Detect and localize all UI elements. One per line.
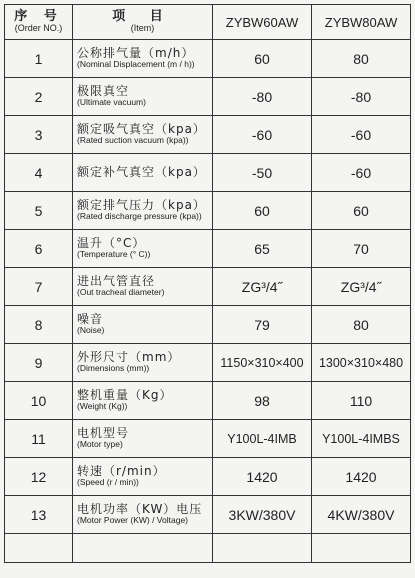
row-item-en: (Nominal Displacement (m / h))	[77, 59, 195, 70]
row-item-zh: 额定吸气真空（kpa）	[77, 122, 206, 137]
table-row	[5, 40, 411, 78]
row-item	[73, 496, 213, 534]
table-row	[5, 344, 411, 382]
row-value-model-1: 65	[213, 230, 312, 268]
row-value-model-1: Y100L-4IMB	[213, 420, 312, 458]
row-item-zh: 公称排气量（m/h）	[77, 46, 195, 61]
row-item-zh: 温升（°C）	[77, 236, 146, 251]
row-item	[73, 382, 213, 420]
row-order-no: 8	[5, 306, 73, 344]
row-item	[73, 344, 213, 382]
row-item-zh: 极限真空	[77, 84, 130, 99]
row-item-zh: 噪音	[77, 312, 104, 327]
row-value-model-1: -60	[213, 116, 312, 154]
row-value-model-2: 110	[312, 382, 411, 420]
empty-cell	[213, 534, 312, 563]
empty-cell	[73, 534, 213, 563]
row-order-no: 12	[5, 458, 73, 496]
spec-table	[4, 4, 411, 563]
table-row	[5, 154, 411, 192]
table-row	[5, 78, 411, 116]
row-item	[73, 154, 213, 192]
row-item-en: (Motor type)	[77, 439, 123, 450]
table-row	[5, 116, 411, 154]
header-item-en: (Item)	[130, 23, 155, 34]
row-order-no: 1	[5, 40, 73, 78]
table-row	[5, 306, 411, 344]
row-item-en: (Rated suction vacuum (kpa))	[77, 135, 189, 146]
header-model-1: ZYBW60AW	[213, 5, 312, 40]
row-value-model-2: ZG³/4˝	[312, 268, 411, 306]
row-item-zh: 进出气管直径	[77, 274, 156, 289]
row-item-zh: 整机重量（Kg）	[77, 388, 173, 403]
row-value-model-2: 1420	[312, 458, 411, 496]
row-order-no: 3	[5, 116, 73, 154]
header-order-no	[5, 5, 73, 40]
row-item-en: (Rated discharge pressure (kpa))	[77, 211, 202, 222]
row-item	[73, 420, 213, 458]
table-row	[5, 192, 411, 230]
header-row	[5, 5, 411, 40]
row-value-model-2: 4KW/380V	[312, 496, 411, 534]
row-item-zh: 外形尺寸（mm）	[77, 350, 181, 365]
empty-row	[5, 534, 411, 563]
row-order-no: 2	[5, 78, 73, 116]
table-row	[5, 420, 411, 458]
row-item	[73, 306, 213, 344]
row-value-model-1: -80	[213, 78, 312, 116]
row-item	[73, 78, 213, 116]
row-item-en: (Dimensions (mm))	[77, 363, 150, 374]
row-item	[73, 40, 213, 78]
row-value-model-2: 1300×310×480	[312, 344, 411, 382]
row-item	[73, 458, 213, 496]
row-item	[73, 116, 213, 154]
row-order-no: 6	[5, 230, 73, 268]
row-order-no: 4	[5, 154, 73, 192]
row-value-model-1: ZG³/4˝	[213, 268, 312, 306]
row-value-model-1: 60	[213, 192, 312, 230]
table-row	[5, 230, 411, 268]
row-value-model-1: 60	[213, 40, 312, 78]
table-row	[5, 382, 411, 420]
row-order-no: 5	[5, 192, 73, 230]
row-item	[73, 230, 213, 268]
header-model-2: ZYBW80AW	[312, 5, 411, 40]
row-order-no: 13	[5, 496, 73, 534]
row-value-model-2: 70	[312, 230, 411, 268]
row-item-en: (Out tracheal diameter)	[77, 287, 165, 298]
row-item	[73, 268, 213, 306]
row-item-en: (Temperature (° C))	[77, 249, 151, 260]
table-row	[5, 458, 411, 496]
table-row	[5, 496, 411, 534]
row-value-model-2: 60	[312, 192, 411, 230]
empty-cell	[312, 534, 411, 563]
row-value-model-2: 80	[312, 40, 411, 78]
row-item-zh: 电机功率（KW）电压	[77, 502, 203, 517]
row-item-en: (Speed (r / min))	[77, 477, 139, 488]
row-value-model-1: 3KW/380V	[213, 496, 312, 534]
row-item	[73, 192, 213, 230]
empty-cell	[5, 534, 73, 563]
row-item-zh: 额定排气压力（kpa）	[77, 198, 206, 213]
row-item-en: (Motor Power (KW) / Voltage)	[77, 515, 189, 526]
row-value-model-2: -80	[312, 78, 411, 116]
row-order-no: 9	[5, 344, 73, 382]
row-order-no: 10	[5, 382, 73, 420]
header-item-zh: 项 目	[112, 9, 173, 25]
header-order-no-en: (Order NO.)	[14, 23, 63, 34]
row-value-model-1: 1420	[213, 458, 312, 496]
table-row	[5, 268, 411, 306]
row-item-en: (Noise)	[77, 325, 105, 336]
row-item-zh: 额定补气真空（kpa）	[77, 164, 206, 179]
header-item	[73, 5, 213, 40]
row-order-no: 11	[5, 420, 73, 458]
row-value-model-1: 79	[213, 306, 312, 344]
row-value-model-1: 1150×310×400	[213, 344, 312, 382]
row-value-model-2: 80	[312, 306, 411, 344]
row-value-model-2: Y100L-4IMBS	[312, 420, 411, 458]
row-value-model-2: -60	[312, 116, 411, 154]
header-order-no-zh: 序 号	[14, 9, 63, 25]
row-item-en: (Ultimate vacuum)	[77, 97, 146, 108]
row-item-zh: 电机型号	[77, 426, 130, 441]
row-value-model-2: -60	[312, 154, 411, 192]
row-item-zh: 转速（r/min）	[77, 464, 166, 479]
row-value-model-1: 98	[213, 382, 312, 420]
row-order-no: 7	[5, 268, 73, 306]
row-item-en: (Weight (Kg))	[77, 401, 128, 412]
row-value-model-1: -50	[213, 154, 312, 192]
